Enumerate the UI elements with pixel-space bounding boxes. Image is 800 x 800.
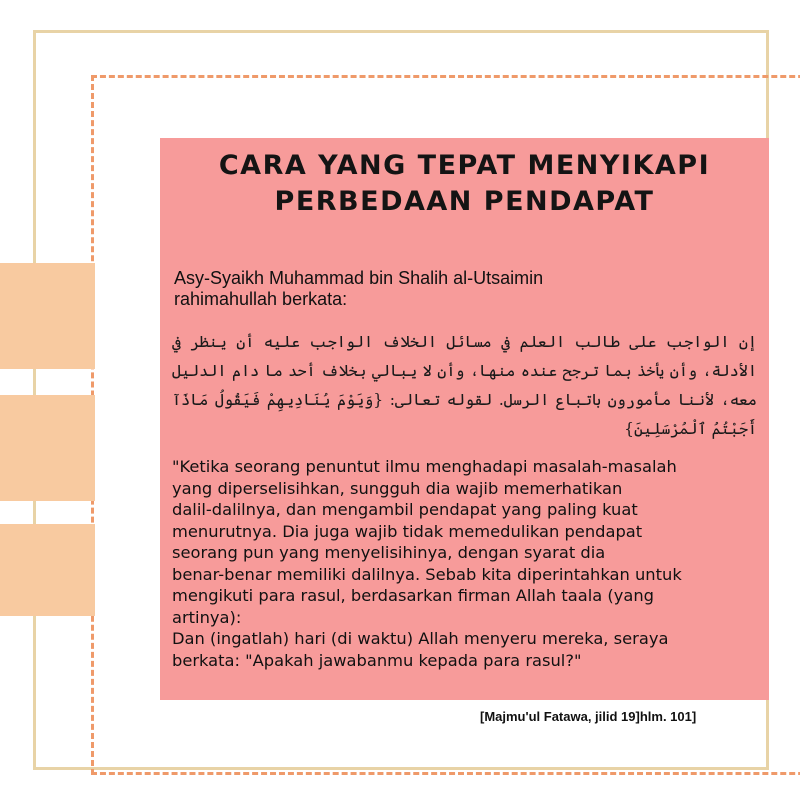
attribution-intro xyxy=(174,268,614,310)
translation-line: seorang pun yang menyelisihinya, dengan syarat dia xyxy=(172,543,606,562)
indonesian-translation xyxy=(172,456,757,671)
translation-line: menurutnya. Dia juga wajib tidak memedulikan pendapat xyxy=(172,521,643,541)
side-tab-3 xyxy=(0,524,95,616)
side-tab-1 xyxy=(0,263,95,369)
translation-line: berkata: "Apakah jawabanmu kepada para rasul?" xyxy=(172,650,582,670)
translation-line: "Ketika seorang penuntut ilmu menghadapi masalah-masalah xyxy=(172,457,677,476)
title-line-1: CARA YANG TEPAT MENYIKAPI xyxy=(218,150,711,181)
translation-line: benar-benar memiliki dalilnya. Sebab kita diperintahkan untuk xyxy=(172,564,682,584)
arabic-quote: إن الواجب على طالب العلم في مسائل الخلاف الواجب عليه أن ينظر في الأدلة، وأن يأخذ بما ترجح عنده منها، وأن لا يبالي بخلاف أحد ما دام الدليل معه، لأننا مأمورون باتباع الرسل. لقوله تعالى: {وَيَوْمَ يُنَادِيهِمْ فَيَقُولُ مَاذَآ أَجَبْتُمُ ٱلْمُرْسَلِينَ} xyxy=(172,333,757,438)
page-title xyxy=(160,148,769,220)
translation-line: mengikuti para rasul, berdasarkan firman Allah taala (yang xyxy=(172,586,655,605)
intro-line-1: Asy-Syaikh Muhammad bin Shalih al-Utsaimin xyxy=(174,268,544,288)
translation-line: artinya): xyxy=(172,607,242,627)
content-card xyxy=(157,138,769,700)
source-reference: [Majmu'ul Fatawa, jilid 19]hlm. 101] xyxy=(480,709,697,724)
translation-line: yang diperselisihkan, sungguh dia wajib memerhatikan xyxy=(172,478,623,498)
title-line-2: PERBEDAAN PENDAPAT xyxy=(274,186,655,217)
translation-line: Dan (ingatlah) hari (di waktu) Allah menyeru mereka, seraya xyxy=(172,629,669,648)
intro-line-2: rahimahullah berkata: xyxy=(174,289,348,309)
translation-line: dalil-dalilnya, dan mengambil pendapat yang paling kuat xyxy=(172,500,638,519)
side-tab-2 xyxy=(0,395,95,501)
